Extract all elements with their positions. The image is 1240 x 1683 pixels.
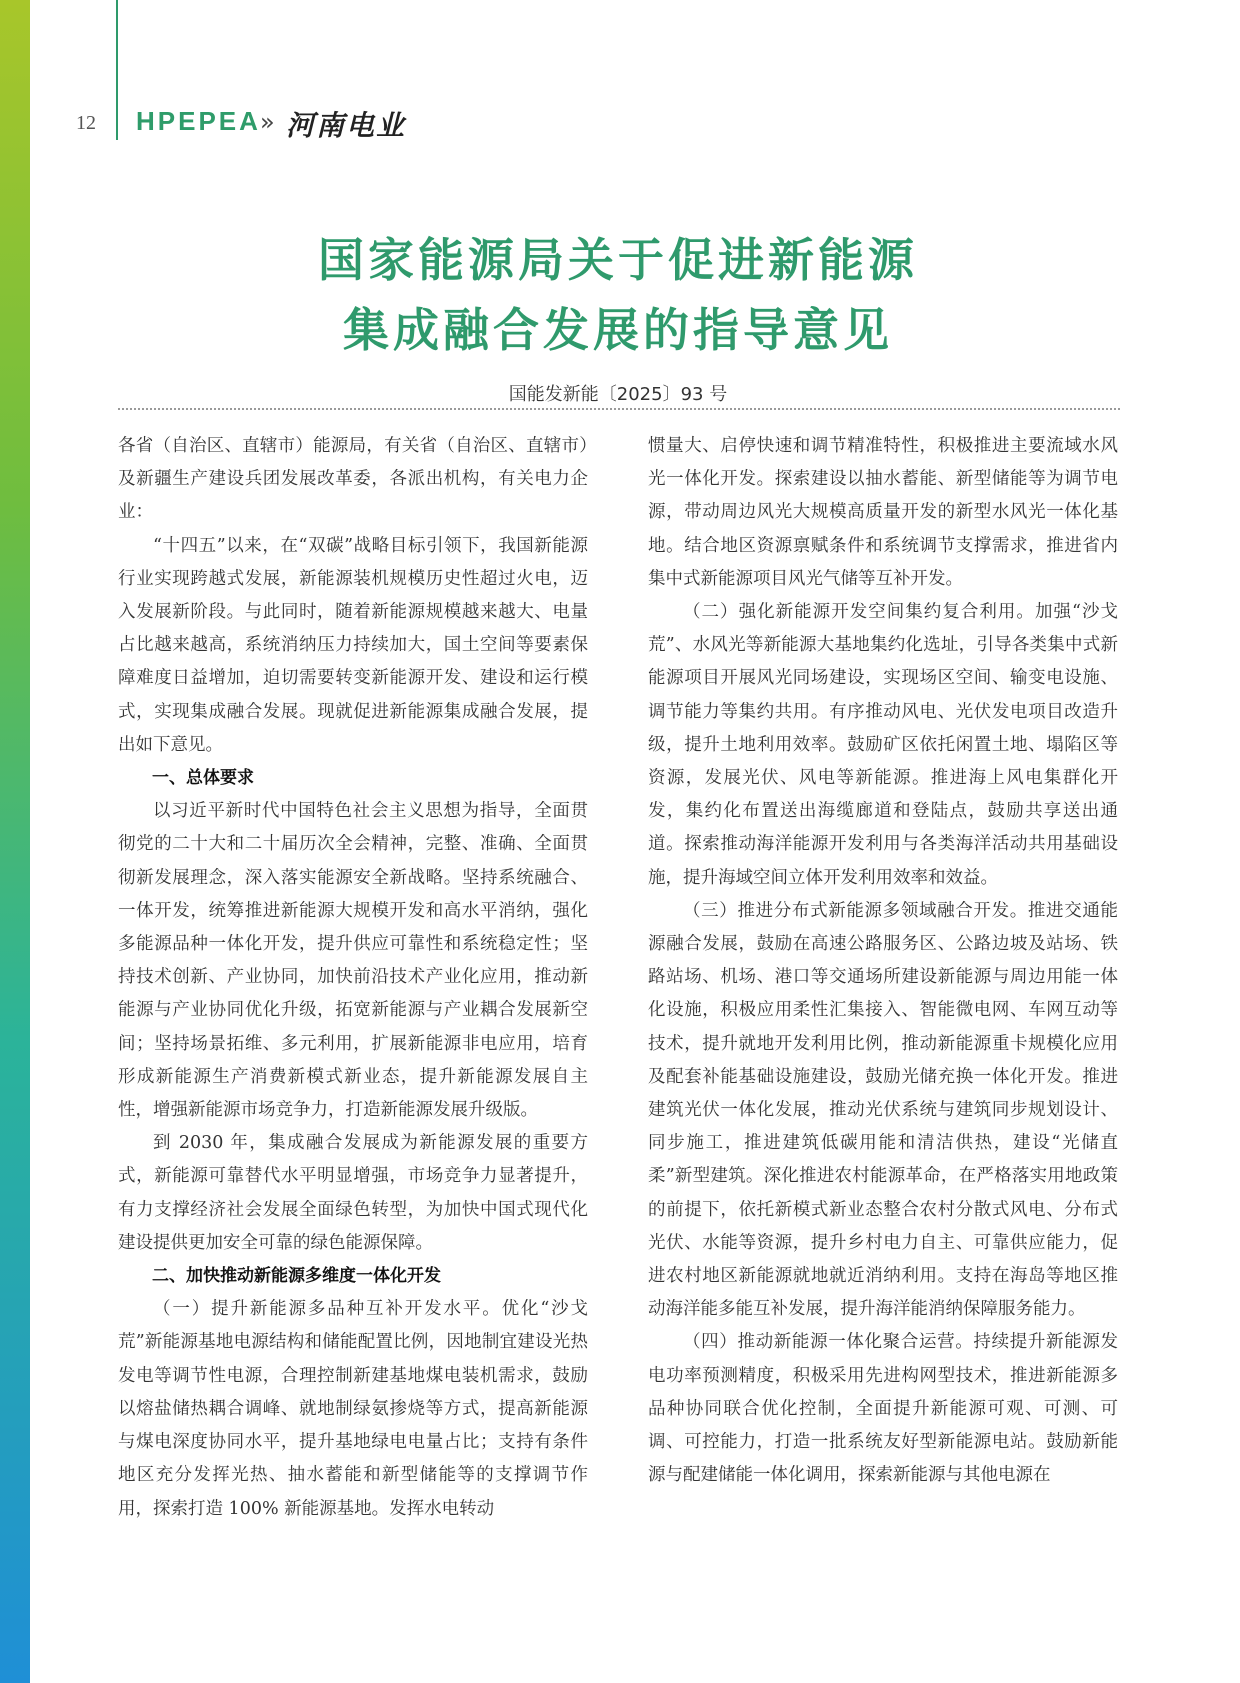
- side-color-bar: [0, 0, 30, 1683]
- article-title-line2: 集成融合发展的指导意见: [343, 303, 893, 357]
- right-column: [648, 430, 1118, 1675]
- header-divider: [116, 0, 118, 140]
- body-paragraph: （一）提升新能源多品种互补开发水平。优化“沙戈荒”新能源基地电源结构和储能配置比例，因地制宜建设光热发电等调节性电源，合理控制新建基地煤电装机需求，鼓励以熔盐储热耦合调峰、就地制绿氨掺烧等方式，提高新能源与煤电深度协同水平，提升基地绿电电量占比；支持有条件地区充分发挥光热、抽水蓄能和新型储能等的支撑调节作用，探索打造 100% 新能源基地。发挥水电转动: [118, 1299, 588, 1519]
- chevron-right-icon: »: [260, 108, 275, 136]
- intro-paragraph: “十四五”以来，在“双碳”战略目标引领下，我国新能源行业实现跨越式发展，新能源装机规模历史性超过火电，迈入发展新阶段。与此同时，随着新能源规模越来越大、电量占比越来越高，系统消纳压力持续加大，国土空间等要素保障难度日益增加，迫切需要转变新能源开发、建设和运行模式，实现集成融合发展。现就促进新能源集成融合发展，提出如下意见。: [118, 535, 588, 755]
- section-heading-1: 一、总体要求: [152, 768, 254, 789]
- body-paragraph: 惯量大、启停快速和调节精准特性，积极推进主要流域水风光一体化开发。探索建设以抽水蓄能、新型储能等为调节电源，带动周边风光大规模高质量开发的新型水风光一体化基地。结合地区资源禀赋条件和系统调节支撑需求，推进省内集中式新能源项目风光气储等互补开发。: [648, 436, 1118, 589]
- magazine-logo-chinese: 河南电业: [286, 109, 407, 142]
- page-number: 12: [76, 112, 96, 134]
- body-paragraph: 到 2030 年，集成融合发展成为新能源发展的重要方式，新能源可靠替代水平明显增强，市场竞争力显著提升，有力支撑经济社会发展全面绿色转型，为加快中国式现代化建设提供更加安全可靠的绿色能源保障。: [118, 1133, 588, 1253]
- body-paragraph: （三）推进分布式新能源多领域融合开发。推进交通能源融合发展，鼓励在高速公路服务区、公路边坡及站场、铁路站场、机场、港口等交通场所建设新能源与周边用能一体化设施，积极应用柔性汇集接入、智能微电网、车网互动等技术，提升就地开发利用比例，推动新能源重卡规模化应用及配套补能基础设施建设，鼓励光储充换一体化开发。推进建筑光伏一体化发展，推动光伏系统与建筑同步规划设计、同步施工，推进建筑低碳用能和清洁供热，建设“光储直柔”新型建筑。深化推进农村能源革命，在严格落实用地政策的前提下，依托新模式新业态整合农村分散式风电、分布式光伏、水能等资源，提升乡村电力自主、可靠供应能力，促进农村地区新能源就地就近消纳利用。支持在海岛等地区推动海洋能多能互补发展，提升海洋能消纳保障服务能力。: [648, 900, 1118, 1320]
- section-heading-2: 二、加快推动新能源多维度一体化开发: [152, 1266, 441, 1287]
- dotted-divider: [118, 408, 1120, 410]
- article-title-line1: 国家能源局关于促进新能源: [318, 233, 918, 287]
- magazine-logo-latin: HPEPEA: [136, 106, 261, 136]
- document-number: 国能发新能〔2025〕93 号: [508, 384, 728, 405]
- body-paragraph: （二）强化新能源开发空间集约复合利用。加强“沙戈荒”、水风光等新能源大基地集约化选址，引导各类集中式新能源项目开展风光同场建设，实现场区空间、输变电设施、调节能力等集约共用。有序推动风电、光伏发电项目改造升级，提升土地利用效率。鼓励矿区依托闲置土地、塌陷区等资源，发展光伏、风电等新能源。推进海上风电集群化开发，集约化布置送出海缆廊道和登陆点，鼓励共享送出通道。探索推动海洋能源开发利用与各类海洋活动共用基础设施，提升海域空间立体开发利用效率和效益。: [648, 602, 1118, 888]
- left-column: [118, 430, 588, 1675]
- body-paragraph: （四）推动新能源一体化聚合运营。持续提升新能源发电功率预测精度，积极采用先进构网型技术，推进新能源多品种协同联合优化控制，全面提升新能源可观、可测、可调、可控能力，打造一批系统友好型新能源电站。鼓励新能源与配建储能一体化调用，探索新能源与其他电源在: [648, 1332, 1118, 1486]
- body-paragraph: 以习近平新时代中国特色社会主义思想为指导，全面贯彻党的二十大和二十届历次全会精神，完整、准确、全面贯彻新发展理念，深入落实能源安全新战略。坚持系统融合、一体开发，统筹推进新能源大规模开发和高水平消纳，强化多能源品种一体化开发，提升供应可靠性和系统稳定性；坚持技术创新、产业协同，加快前沿技术产业化应用，推动新能源与产业协同优化升级，拓宽新能源与产业耦合发展新空间；坚持场景拓维、多元利用，扩展新能源非电应用，培育形成新能源生产消费新模式新业态，提升新能源发展自主性，增强新能源市场竞争力，打造新能源发展升级版。: [118, 801, 588, 1121]
- salutation-paragraph: 各省（自治区、直辖市）能源局，有关省（自治区、直辖市）及新疆生产建设兵团发展改革委，各派出机构，有关电力企业：: [118, 436, 588, 523]
